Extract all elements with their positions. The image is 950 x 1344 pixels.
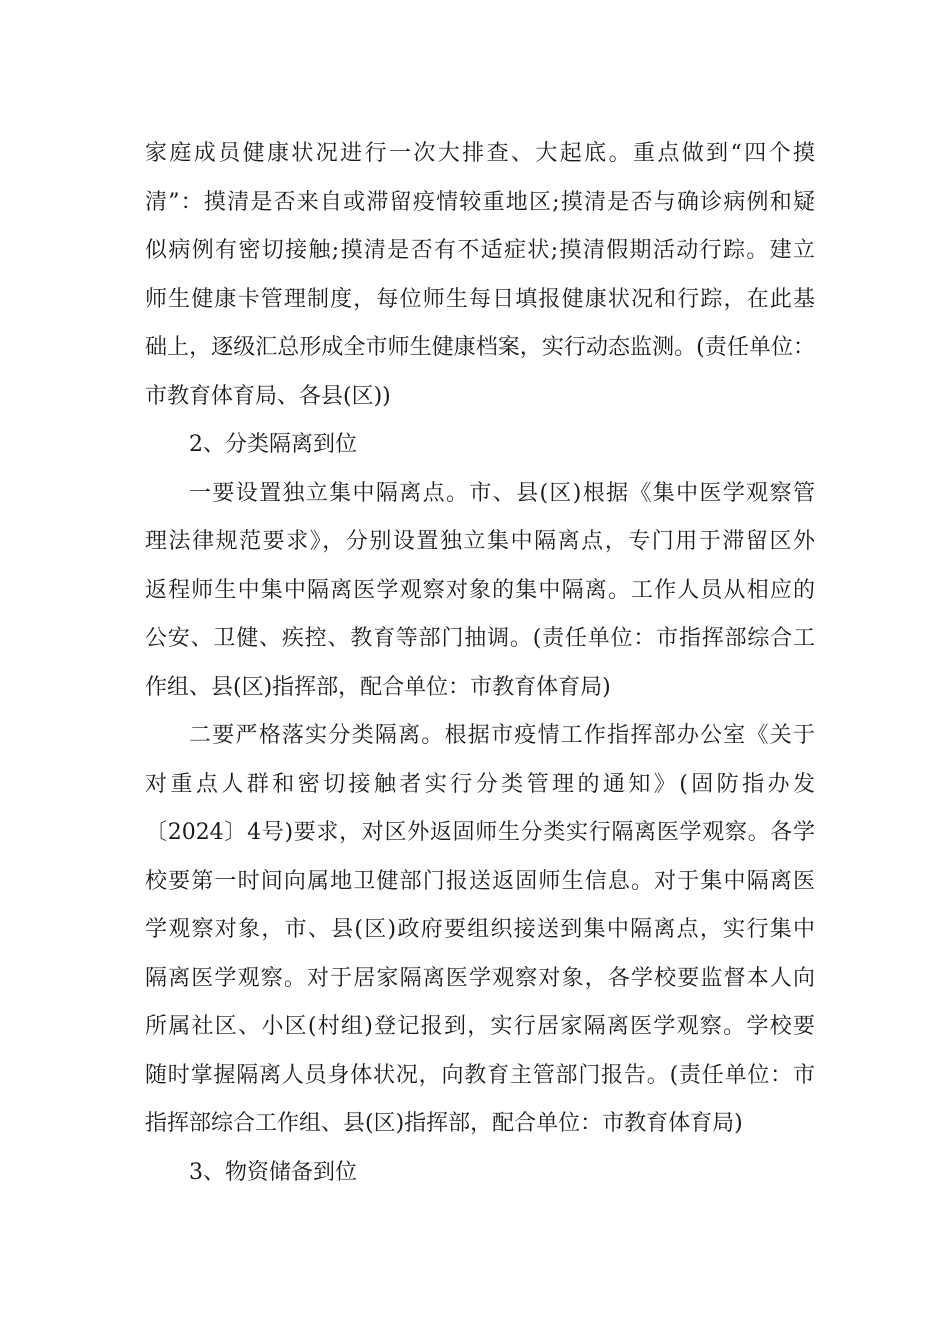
text-line: 返程师生中集中隔离医学观察对象的集中隔离。工作人员从相应的 (145, 577, 815, 603)
text-line: 校要第一时间向属地卫健部门报送返固师生信息。对于集中隔离医 (145, 868, 815, 894)
text-line: 础上，逐级汇总形成全市师生健康档案，实行动态监测。(责任单位： (145, 335, 815, 360)
text-line: 一要设置独立集中隔离点。市、县(区)根据《集中医学观察管 (189, 480, 815, 506)
text-line: 家庭成员健康状况进行一次大排查、大起底。重点做到“四个摸 (145, 141, 815, 166)
text-line: 〔2024〕4号)要求，对区外返固师生分类实行隔离医学观察。各学 (145, 820, 815, 845)
text-line: 似病例有密切接触;摸清是否有不适症状;摸清假期活动行踪。建立 (145, 238, 815, 263)
text-line: 随时掌握隔离人员身体状况，向教育主管部门报告。(责任单位：市 (145, 1062, 815, 1088)
text-line: 市教育体育局、各县(区)) (145, 383, 391, 409)
text-line: 师生健康卡管理制度，每位师生每日填报健康状况和行踪，在此基 (145, 286, 815, 312)
text-line: 2、分类隔离到位 (189, 432, 357, 457)
text-line: 指挥部综合工作组、县(区)指挥部，配合单位：市教育体育局) (145, 1111, 743, 1136)
text-line: 隔离医学观察。对于居家隔离医学观察对象，各学校要监督本人向 (145, 965, 815, 991)
text-line: 3、物资储备到位 (189, 1159, 357, 1185)
document-body (145, 130, 815, 1197)
text-line: 清”：摸清是否来自或滞留疫情较重地区;摸清是否与确诊病例和疑 (145, 189, 815, 215)
text-line: 对重点人群和密切接触者实行分类管理的通知》(固防指办发 (145, 771, 815, 797)
text-line: 所属社区、小区(村组)登记报到，实行居家隔离医学观察。学校要 (145, 1014, 815, 1039)
text-line: 公安、卫健、疾控、教育等部门抽调。(责任单位：市指挥部综合工 (145, 626, 815, 651)
text-line: 作组、县(区)指挥部，配合单位：市教育体育局) (145, 674, 611, 700)
text-line: 学观察对象，市、县(区)政府要组织接送到集中隔离点，实行集中 (145, 917, 815, 942)
text-line: 理法律规范要求》，分别设置独立集中隔离点，专门用于滞留区外 (145, 529, 815, 554)
text-line: 二要严格落实分类隔离。根据市疫情工作指挥部办公室《关于 (189, 723, 815, 748)
